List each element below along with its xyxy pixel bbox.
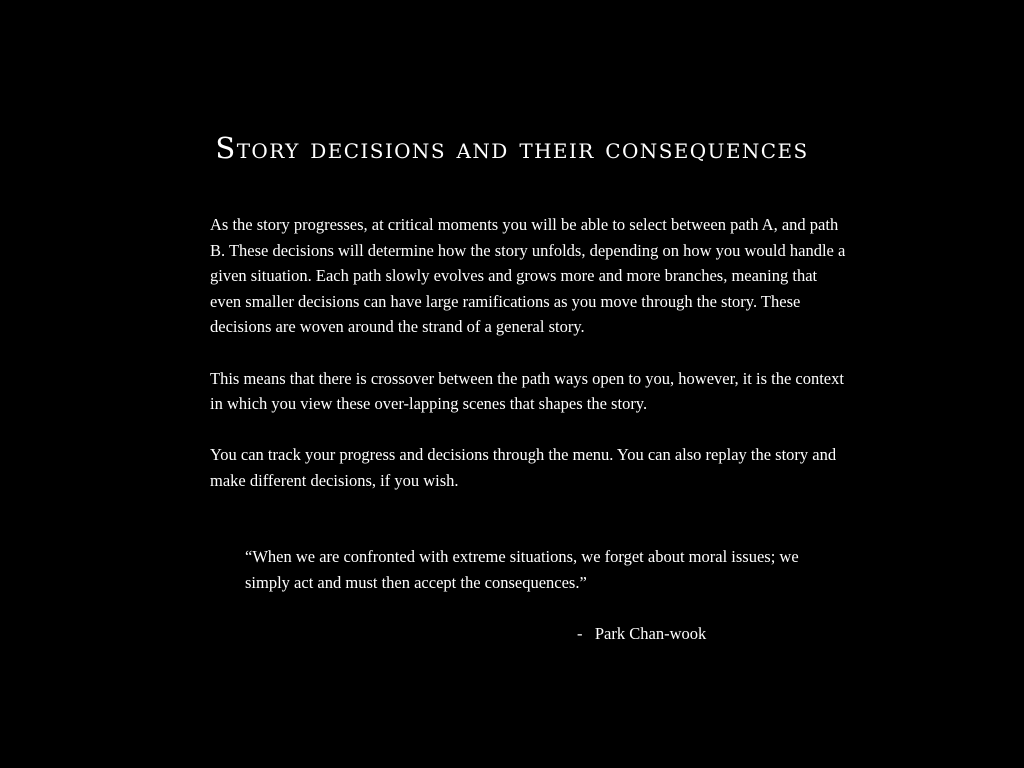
paragraph-crossover: This means that there is crossover between the path ways open to you, however, it is the context in which you view these over-lapping scenes that shapes the story. [210,368,844,414]
explanation-text [210,212,850,519]
attribution-name: Park Chan-wook [594,624,707,643]
page-title: Story decisions and their consequences [215,131,809,165]
attribution-dash: - [577,624,583,643]
quote-attribution [577,621,706,647]
paragraph-paths: As the story progresses, at critical moments you will be able to select between path A, and path B. These decisions will determine how the story unfolds, depending on how you would handle a given situation. Each path slowly evolves and grows more and more branches, meaning that even smaller decisions can have large ramifications as you move through the story. These decisions are woven around the strand of a general story. [210,215,846,337]
quote-text: “When we are confronted with extreme situations, we forget about moral issues; we simply act and must then accept the consequences.” [245,547,799,592]
paragraph-tracking: You can track your progress and decisions through the menu. You can also replay the story and make different decisions, if you wish. [210,445,837,490]
